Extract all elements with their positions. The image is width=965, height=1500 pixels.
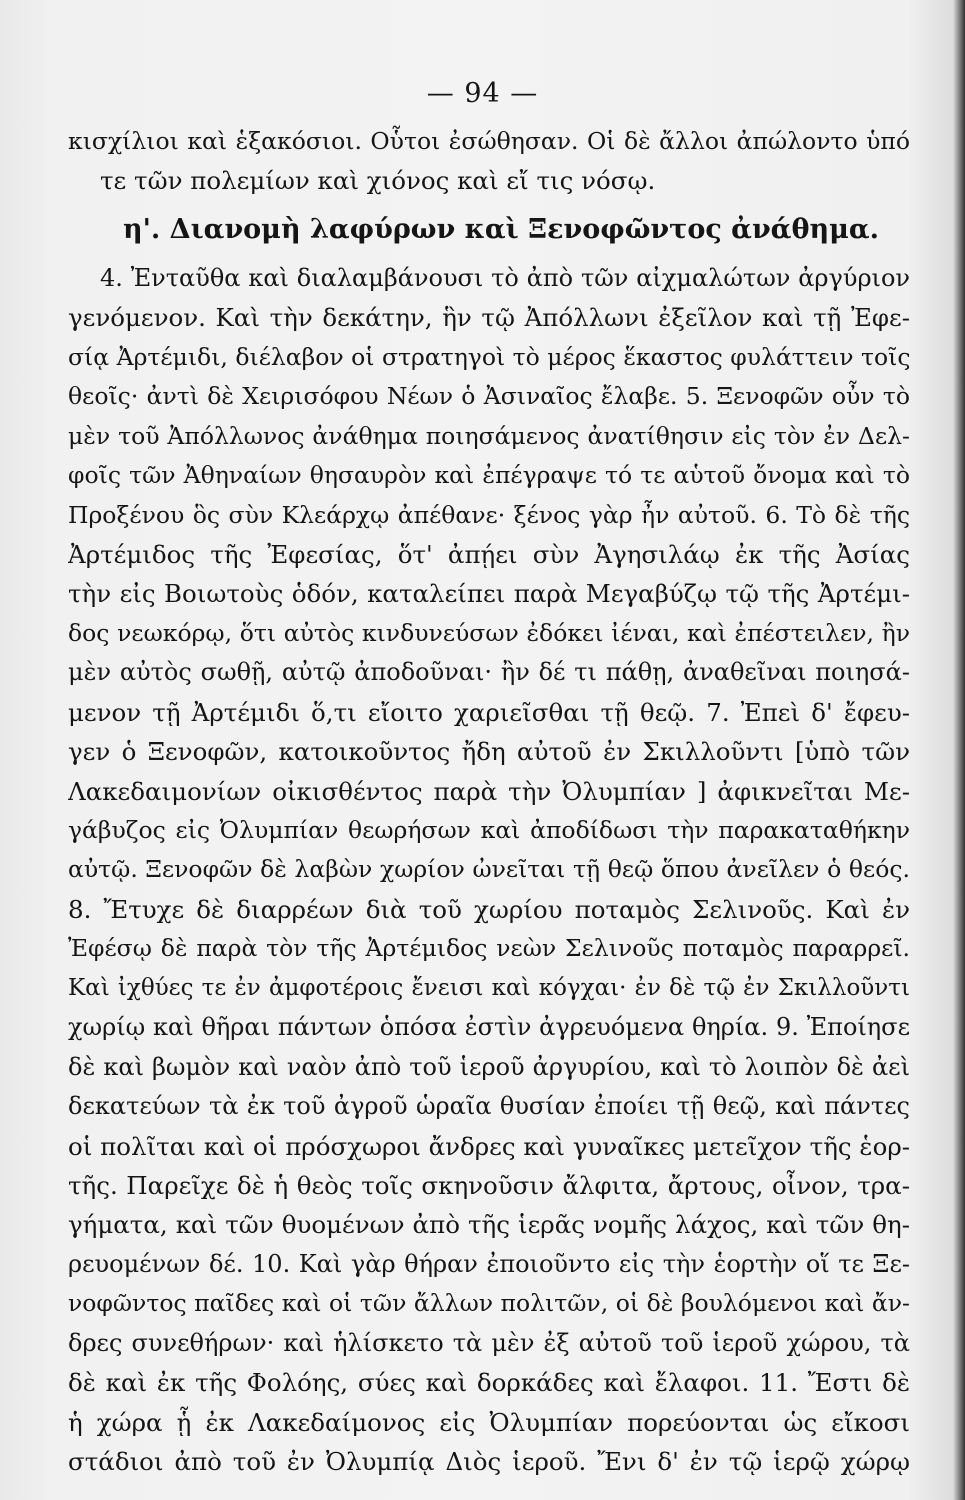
text-line: τε τῶν πολεμίων καὶ χιόνος καὶ εἴ τις νόσῳ. xyxy=(100,166,656,196)
text-line: Καὶ ἰχθύες τε ἐν ἀμφοτέροις ἔνεισι καὶ κόγχαι· ἐν δὲ τῷ ἐν Σκιλλοῦντι xyxy=(68,974,910,1001)
body-paragraph xyxy=(68,259,910,1482)
text-line: δὲ καὶ βωμὸν καὶ ναὸν ἀπὸ τοῦ ἱεροῦ ἀργυρίου, καὶ τὸ λοιπὸν δὲ ἀεὶ xyxy=(68,1052,910,1081)
text-line: δεκατεύων τὰ ἐκ τοῦ ἀγροῦ ὡραῖα θυσίαν ἐποίει τῇ θεῷ, καὶ πάντες xyxy=(68,1092,910,1121)
page-text xyxy=(68,122,910,1481)
text-line: Ἀρτέμιδος τῆς Ἐφεσίας, ὅτ' ἀπῄει σὺν Ἀγησιλάῳ ἐκ τῆς Ἀσίας xyxy=(68,539,910,569)
text-line: φοῖς τῶν Ἀθηναίων θησαυρὸν καὶ ἐπέγραψε τό τε αὑτοῦ ὄνομα καὶ τὸ xyxy=(68,461,910,490)
text-line: σίᾳ Ἀρτέμιδι, διέλαβον οἱ στρατηγοὶ τὸ μέρος ἕκαστος φυλάττειν τοῖς xyxy=(68,342,910,371)
text-line: γενόμενον. Καὶ τὴν δεκάτην, ἣν τῷ Ἀπόλλωνι ἐξεῖλον καὶ τῇ Ἐφε- xyxy=(68,303,910,333)
text-line: μὲν αὐτὸς σωθῇ, αὐτῷ ἀποδοῦναι· ἢν δέ τι πάθῃ, ἀναθεῖναι ποιησά- xyxy=(68,658,910,687)
text-line: δος νεωκόρῳ, ὅτι αὐτὸς κινδυνεύσων ἐδόκει ἰέναι, καὶ ἐπέστειλεν, ἢν xyxy=(68,618,910,647)
text-line: ρευομένων δέ. 10. Καὶ γὰρ θήραν ἐποιοῦντο εἰς τὴν ἑορτὴν οἵ τε Ξε- xyxy=(68,1249,910,1278)
text-line: κισχίλιοι καὶ ἑξακόσιοι. Οὗτοι ἐσώθησαν. Οἱ δὲ ἄλλοι ἀπώλοντο ὑπό xyxy=(68,127,910,155)
text-line: δρες συνεθήρων· καὶ ἡλίσκετο τὰ μὲν ἐξ αὐτοῦ τοῦ ἱεροῦ χώρου, τὰ xyxy=(68,1328,910,1357)
section-heading: η'. Διανομὴ λαφύρων καὶ Ξενοφῶντος ἀνάθημα. xyxy=(122,213,880,245)
text-line: γάβυζος εἰς Ὀλυμπίαν θεωρήσων καὶ ἀποδίδωσι τὴν παρακαταθήκην xyxy=(68,816,910,844)
text-line: θεοῖς· ἀντὶ δὲ Χειρισόφου Νέων ὁ Ἀσιναῖος ἔλαβε. 5. Ξενοφῶν οὖν τὸ xyxy=(68,382,910,411)
text-line: στάδιοι ἀπὸ τοῦ ἐν Ὀλυμπίᾳ Διὸς ἱεροῦ. Ἔνι δ' ἐν τῷ ἱερῷ χώρῳ xyxy=(68,1447,910,1476)
text-line: χωρίῳ καὶ θῆραι πάντων ὁπόσα ἐστὶν ἀγρευόμενα θηρία. 9. Ἐποίησε xyxy=(68,1013,910,1042)
text-line: Λακεδαιμονίων οἰκισθέντος παρὰ τὴν Ὀλυμπίαν ] ἀφικνεῖται Με- xyxy=(68,776,910,806)
text-line: μενον τῇ Ἀρτέμιδι ὅ,τι εἴοιτο χαριεῖσθαι τῇ θεῷ. 7. Ἐπεὶ δ' ἔφευ- xyxy=(68,697,910,727)
text-line: ἡ χώρα ᾗ ἐκ Λακεδαίμονος εἰς Ὀλυμπίαν πορεύονται ὡς εἴκοσι xyxy=(68,1407,910,1437)
text-line: Ἐφέσῳ δὲ παρὰ τὸν τῆς Ἀρτέμιδος νεὼν Σελινοῦς ποταμὸς παραρρεῖ. xyxy=(68,934,910,963)
text-line: νοφῶντος παῖδες καὶ οἱ τῶν ἄλλων πολιτῶν, οἱ δὲ βουλόμενοι καὶ ἄν- xyxy=(68,1289,910,1318)
text-line: γεν ὁ Ξενοφῶν, κατοικοῦντος ἤδη αὐτοῦ ἐν Σκιλλοῦντι [ὑπὸ τῶν xyxy=(68,737,910,767)
text-line: γήματα, καὶ τῶν θυομένων ἀπὸ τῆς ἱερᾶς νομῆς λάχος, καὶ τῶν θη- xyxy=(68,1210,910,1240)
page-number: — 94 — xyxy=(426,78,539,109)
text-line: Προξένου ὃς σὺν Κλεάρχῳ ἀπέθανε· ξένος γὰρ ἦν αὐτοῦ. 6. Τὸ δὲ τῆς xyxy=(68,500,910,529)
text-line: 4. Ἐνταῦθα καὶ διαλαμβάνουσι τὸ ἀπὸ τῶν αἰχμαλώτων ἀργύριον xyxy=(100,263,910,292)
text-line: αὐτῷ. Ξενοφῶν δὲ λαβὼν χωρίον ὠνεῖται τῇ θεῷ ὅπου ἀνεῖλεν ὁ θεός. xyxy=(68,855,910,884)
text-line: δὲ καὶ ἐκ τῆς Φολόης, σύες καὶ δορκάδες καὶ ἔλαφοι. 11. Ἔστι δὲ xyxy=(68,1368,910,1398)
text-line: μὲν τοῦ Ἀπόλλωνος ἀνάθημα ποιησάμενος ἀνατίθησιν εἰς τὸν ἐν Δελ- xyxy=(68,421,910,450)
text-line: τὴν εἰς Βοιωτοὺς ὁδόν, καταλείπει παρὰ Μεγαβύζῳ τῷ τῆς Ἀρτέμι- xyxy=(68,579,910,609)
text-line: τῆς. Παρεῖχε δὲ ἡ θεὸς τοῖς σκηνοῦσιν ἄλφιτα, ἄρτους, οἶνον, τρα- xyxy=(68,1170,910,1200)
page-edge-shadow xyxy=(953,0,965,1500)
text-line: 8. Ἔτυχε δὲ διαρρέων διὰ τοῦ χωρίου ποταμὸς Σελινοῦς. Καὶ ἐν xyxy=(68,894,910,924)
text-line: οἱ πολῖται καὶ οἱ πρόσχωροι ἄνδρες καὶ γυναῖκες μετεῖχον τῆς ἑορ- xyxy=(68,1131,910,1161)
